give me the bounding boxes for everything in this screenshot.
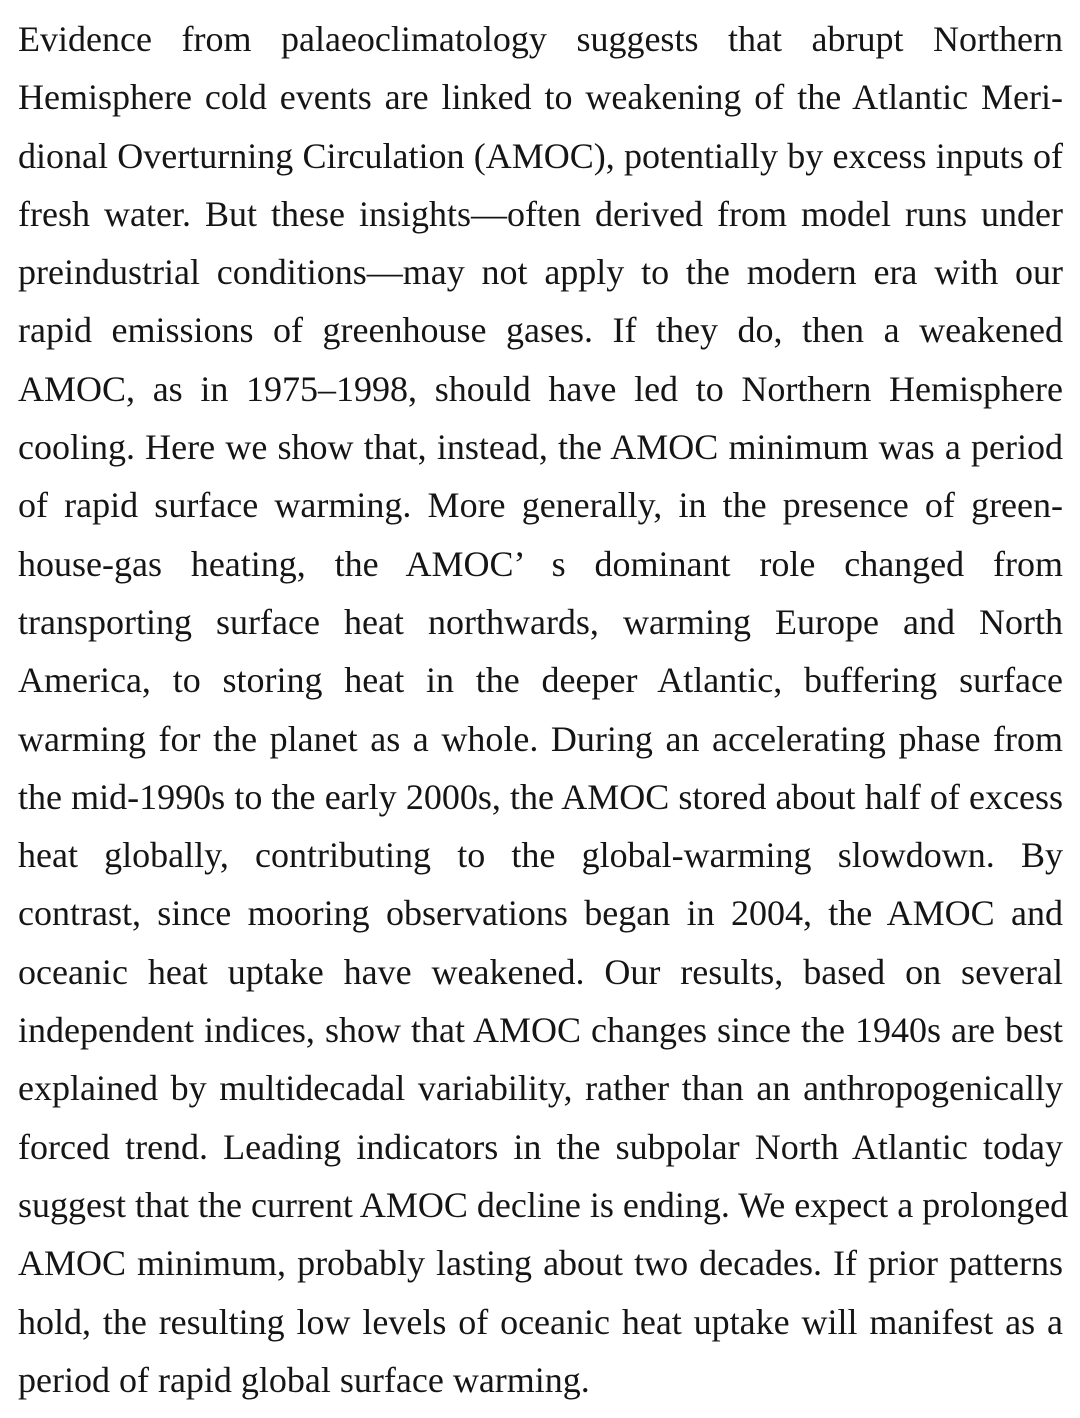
text-line: forced trend. Leading indicators in the subpolar North Atlantic today [18, 1126, 1063, 1167]
text-line: house-gas heating, the AMOC’ s dominant role changed from [18, 543, 1063, 584]
text-line: Evidence from palaeoclimatology suggests that abrupt Northern [18, 19, 1063, 59]
text-line: dional Overturning Circulation (AMOC), potentially by excess inputs of [18, 135, 1063, 176]
text-line: transporting surface heat northwards, warming Europe and North [18, 601, 1063, 642]
text-line: period of rapid global surface warming. [18, 1359, 590, 1400]
text-line: contrast, since mooring observations began in 2004, the AMOC and [18, 893, 1063, 934]
text-line: explained by multidecadal variability, rather than an anthropogenically [18, 1068, 1063, 1109]
text-line: the mid-1990s to the early 2000s, the AMOC stored about half of excess [18, 776, 1063, 817]
text-line: of rapid surface warming. More generally, in the presence of green- [18, 485, 1063, 526]
text-line: cooling. Here we show that, instead, the AMOC minimum was a period [18, 427, 1063, 468]
text-line: Hemisphere cold events are linked to weakening of the Atlantic Meri- [18, 77, 1063, 118]
text-line: independent indices, show that AMOC changes since the 1940s are best [18, 1010, 1063, 1051]
text-line: fresh water. But these insights—often derived from model runs under [18, 193, 1063, 234]
text-line: hold, the resulting low levels of oceanic heat uptake will manifest as a [18, 1301, 1063, 1342]
text-line: preindustrial conditions—may not apply to the modern era with our [18, 252, 1063, 293]
text-line: heat globally, contributing to the global-warming slowdown. By [18, 835, 1063, 876]
abstract-text-block [18, 10, 1069, 1409]
text-line: warming for the planet as a whole. During an accelerating phase from [18, 718, 1063, 759]
text-line: America, to storing heat in the deeper Atlantic, buffering surface [18, 660, 1063, 701]
text-line: AMOC minimum, probably lasting about two decades. If prior patterns [18, 1243, 1063, 1284]
text-line: oceanic heat uptake have weakened. Our results, based on several [18, 951, 1063, 992]
text-line: AMOC, as in 1975–1998, should have led to Northern Hemisphere [18, 368, 1063, 409]
text-line: suggest that the current AMOC decline is ending. We expect a prolonged [18, 1184, 1069, 1225]
text-line: rapid emissions of greenhouse gases. If they do, then a weakened [18, 310, 1063, 351]
